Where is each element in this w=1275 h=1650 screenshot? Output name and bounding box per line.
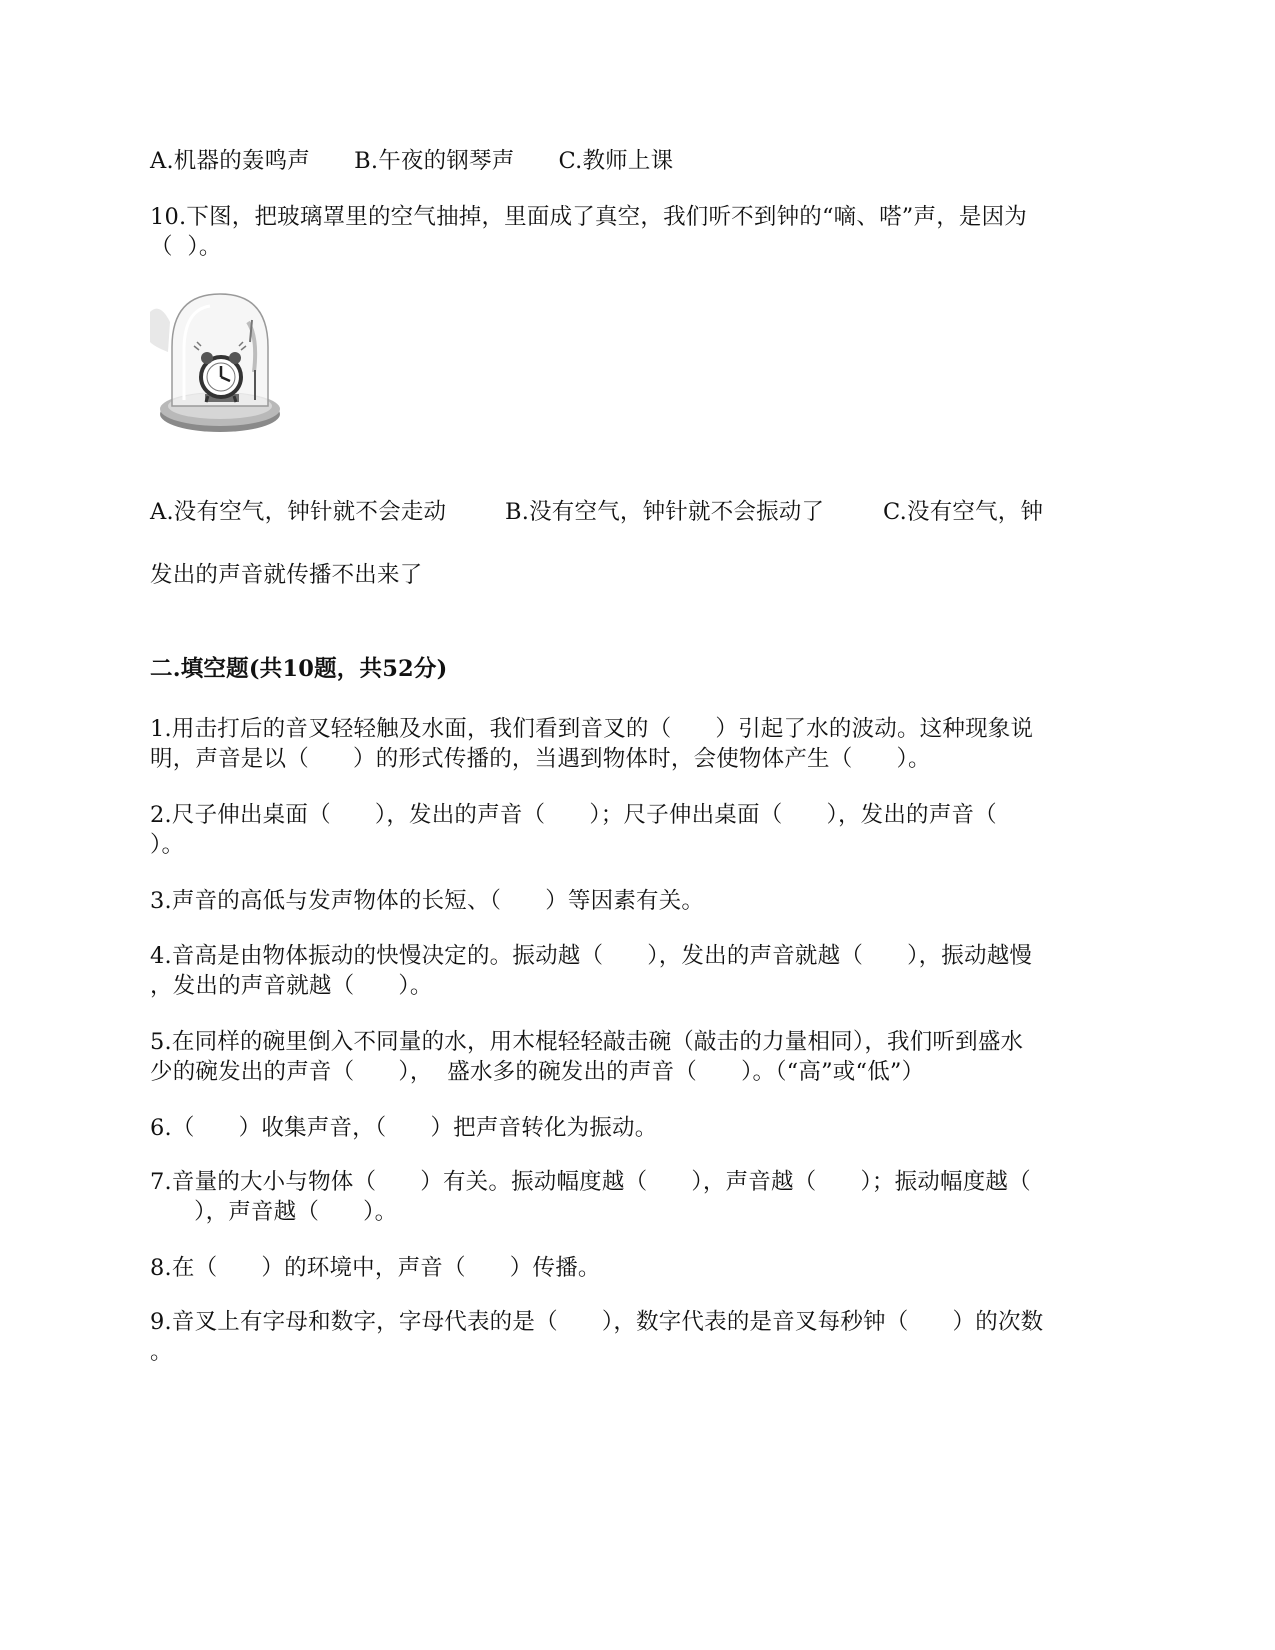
q10-options-line1: A.没有空气，钟针就不会走动 B.没有空气，钟针就不会振动了 C.没有空气，钟	[150, 499, 1044, 525]
q10-stem-line1: 10.下图，把玻璃罩里的空气抽掉，里面成了真空，我们听不到钟的“嘀、嗒”声，是因为	[150, 204, 1027, 230]
fill-question-9-line2: 。	[150, 1339, 173, 1365]
alarm-clock-bell-jar-icon	[150, 292, 290, 452]
fill-question-4-line2: ，发出的声音就越（ ）。	[150, 973, 433, 999]
fill-question-2-line1: 2.尺子伸出桌面（ ），发出的声音（ ）；尺子伸出桌面（ ），发出的声音（	[150, 802, 997, 828]
fill-question-5-line2: 少的碗发出的声音（ ）， 盛水多的碗发出的声音（ ）。（“高”或“低”）	[150, 1059, 925, 1085]
fill-question-2-line2: ）。	[150, 832, 185, 858]
fill-question-4-line1: 4.音高是由物体振动的快慢决定的。振动越（ ），发出的声音就越（ ），振动越慢	[150, 943, 1033, 969]
fill-question-3-line1: 3.声音的高低与发声物体的长短、（ ）等因素有关。	[150, 888, 705, 914]
fill-question-5-line1: 5.在同样的碗里倒入不同量的水，用木棍轻轻敲击碗（敲击的力量相同），我们听到盛水	[150, 1029, 1024, 1055]
q9-options: A.机器的轰鸣声 B.午夜的钢琴声 C.教师上课	[150, 148, 674, 174]
fill-question-7-line2: ），声音越（ ）。	[150, 1199, 398, 1225]
fill-question-7-line1: 7.音量的大小与物体（ ）有关。振动幅度越（ ），声音越（ ）；振动幅度越（	[150, 1169, 1031, 1195]
q10-stem-line2: （ ）。	[150, 234, 222, 260]
section-heading: 二.填空题(共10题，共52分)	[150, 656, 448, 682]
fill-question-9-line1: 9.音叉上有字母和数字，字母代表的是（ ），数字代表的是音叉每秒钟（ ）的次数	[150, 1309, 1044, 1335]
fill-question-8-line1: 8.在（ ）的环境中，声音（ ）传播。	[150, 1255, 601, 1281]
q10-options-line2: 发出的声音就传播不出来了	[150, 562, 423, 588]
fill-question-6-line1: 6.（ ）收集声音，（ ）把声音转化为振动。	[150, 1115, 658, 1141]
fill-question-1-line1: 1.用击打后的音叉轻轻触及水面，我们看到音叉的（ ）引起了水的波动。这种现象说	[150, 716, 1034, 742]
fill-question-1-line2: 明，声音是以（ ）的形式传播的，当遇到物体时，会使物体产生（ ）。	[150, 746, 931, 772]
